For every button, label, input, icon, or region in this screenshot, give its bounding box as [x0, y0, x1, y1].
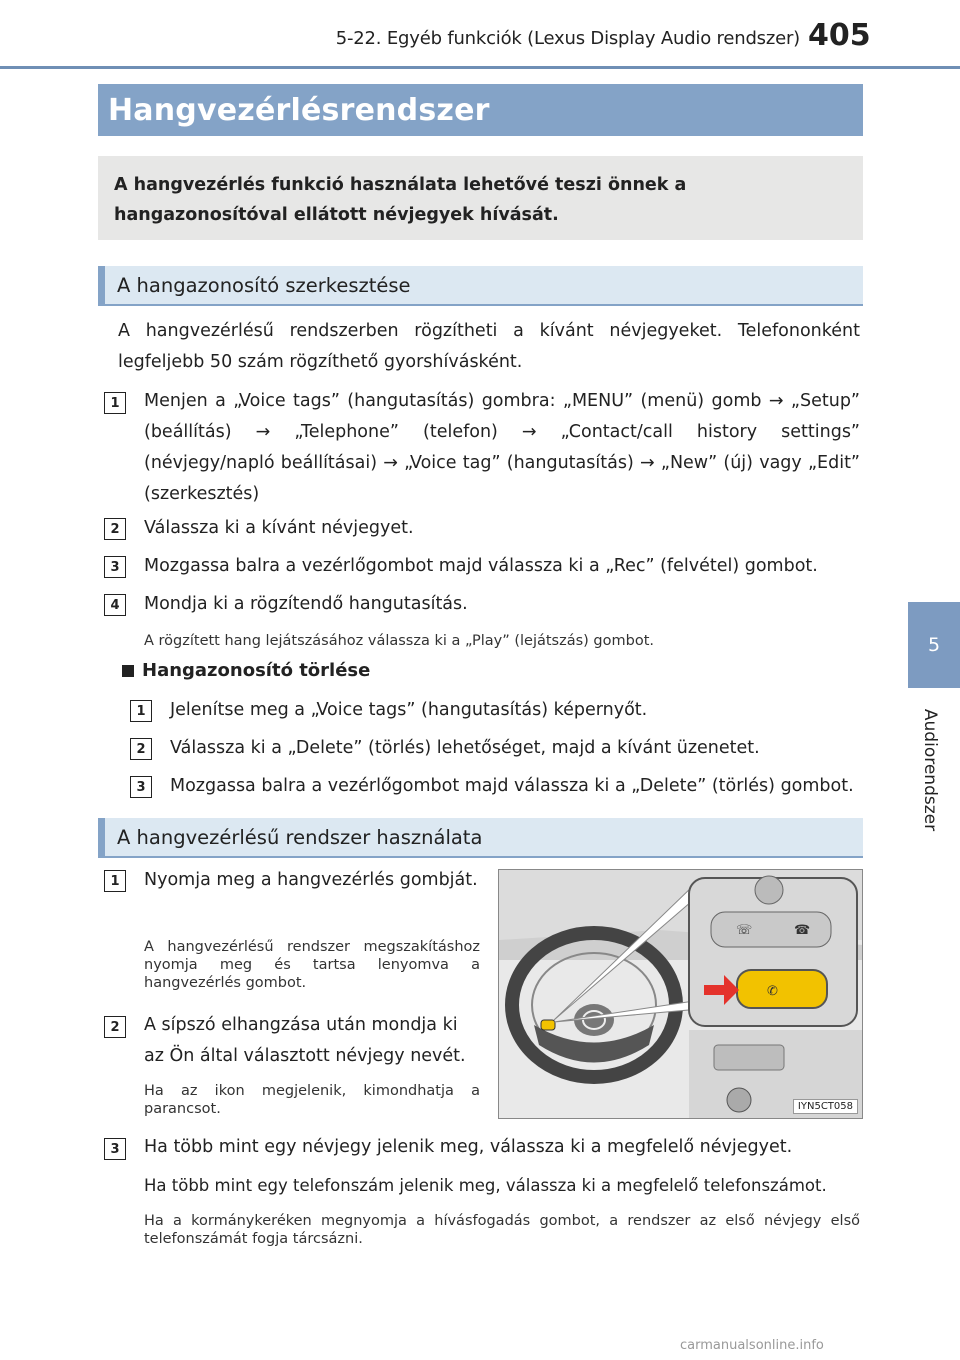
chapter-label-text: Audiorendszer — [920, 708, 940, 832]
step-note: A hangvezérlésű rendszer megszakításhoz nyomja meg és tartsa lenyomva a hangvezérlés gombot. — [144, 939, 480, 991]
step-number: 1 — [104, 870, 126, 892]
page-title-bar — [98, 84, 863, 136]
intro-box — [98, 156, 863, 240]
step-number: 1 — [104, 392, 126, 414]
step-text: A sípszó elhangzása után mondja ki az Ön által választott névjegy nevét. — [144, 1015, 466, 1066]
page-number: 405 — [808, 18, 871, 53]
step-note: Ha a kormánykeréken megnyomja a hívásfogadás gombot, a rendszer az első névjegy első telefonszámát fogja tárcsázni. — [144, 1213, 860, 1247]
step-text: Menjen a „Voice tags” (hangutasítás) gombra: „MENU” (menü) gomb → „Setup” (beállítás) → „Telephone” (telefon) → „Contact/call history settings” (névjegy/napló beállításai) → „Voice tag” (hangutasítás) → „New” (új) vagy „Edit” (szerkesztés) — [144, 391, 860, 504]
illustration-code: IYN5CT058 — [793, 1099, 858, 1114]
step-text: Mondja ki a rögzítendő hangutasítás. — [144, 594, 468, 614]
step-number: 3 — [104, 1138, 126, 1160]
step-text: Válassza ki a „Delete” (törlés) lehetőséget, majd a kívánt üzenetet. — [170, 738, 760, 758]
section-heading-edit-text: A hangazonosító szerkesztése — [117, 273, 411, 297]
step-number: 3 — [130, 776, 152, 798]
step-text: Jelenítse meg a „Voice tags” (hangutasítás) képernyőt. — [170, 700, 648, 720]
intro-text: A hangvezérlés funkció használata lehetővé teszi önnek a hangazonosítóval ellátott névjegyek hívását. — [114, 175, 687, 225]
step-number: 2 — [104, 1016, 126, 1038]
step-text: Mozgassa balra a vezérlőgombot majd válassza ki a „Rec” (felvétel) gombot. — [144, 556, 818, 576]
step-number: 4 — [104, 594, 126, 616]
square-bullet-icon — [122, 665, 134, 677]
chapter-label — [900, 700, 960, 840]
footer-watermark: carmanualsonline.info — [680, 1338, 824, 1353]
step-number: 3 — [104, 556, 126, 578]
step-number: 2 — [104, 518, 126, 540]
steering-wheel-illustration — [498, 869, 863, 1119]
delete-subheading-text: Hangazonosító törlése — [142, 660, 371, 681]
svg-text:☏: ☏ — [736, 923, 753, 938]
step-note: Ha az ikon megjelenik, kimondhatja a parancsot. — [144, 1083, 480, 1117]
running-header: 5-22. Egyéb funkciók (Lexus Display Audio rendszer) — [335, 28, 800, 49]
step-text: Nyomja meg a hangvezérlés gombját. — [144, 870, 478, 890]
steering-wheel-drawing — [499, 870, 863, 1119]
delete-subheading — [122, 660, 370, 681]
step-number: 1 — [130, 700, 152, 722]
step-text: Mozgassa balra a vezérlőgombot majd válassza ki a „Delete” (törlés) gombot. — [170, 776, 854, 796]
page-title: Hangvezérlésrendszer — [108, 92, 490, 128]
chapter-tab: 5 — [908, 602, 960, 688]
step-text: Ha több mint egy névjegy jelenik meg, válassza ki a megfelelő névjegyet. — [144, 1137, 793, 1157]
section1-intro: A hangvezérlésű rendszerben rögzítheti a kívánt névjegyeket. Telefononként legfeljebb 50 szám rögzíthető gyorshívásként. — [118, 321, 860, 372]
step-number: 2 — [130, 738, 152, 760]
section1-note: A rögzített hang lejátszásához válassza ki a „Play” (lejátszás) gombot. — [144, 633, 654, 649]
section-heading-use — [98, 818, 863, 858]
svg-text:✆: ✆ — [767, 984, 778, 999]
header-rule — [0, 66, 960, 69]
step-text: Válassza ki a kívánt névjegyet. — [144, 518, 414, 538]
svg-text:☎: ☎ — [794, 923, 811, 938]
step-extra-text: Ha több mint egy telefonszám jelenik meg, válassza ki a megfelelő telefonszámot. — [144, 1176, 827, 1195]
section-heading-edit — [98, 266, 863, 306]
section-heading-use-text: A hangvezérlésű rendszer használata — [117, 825, 483, 849]
